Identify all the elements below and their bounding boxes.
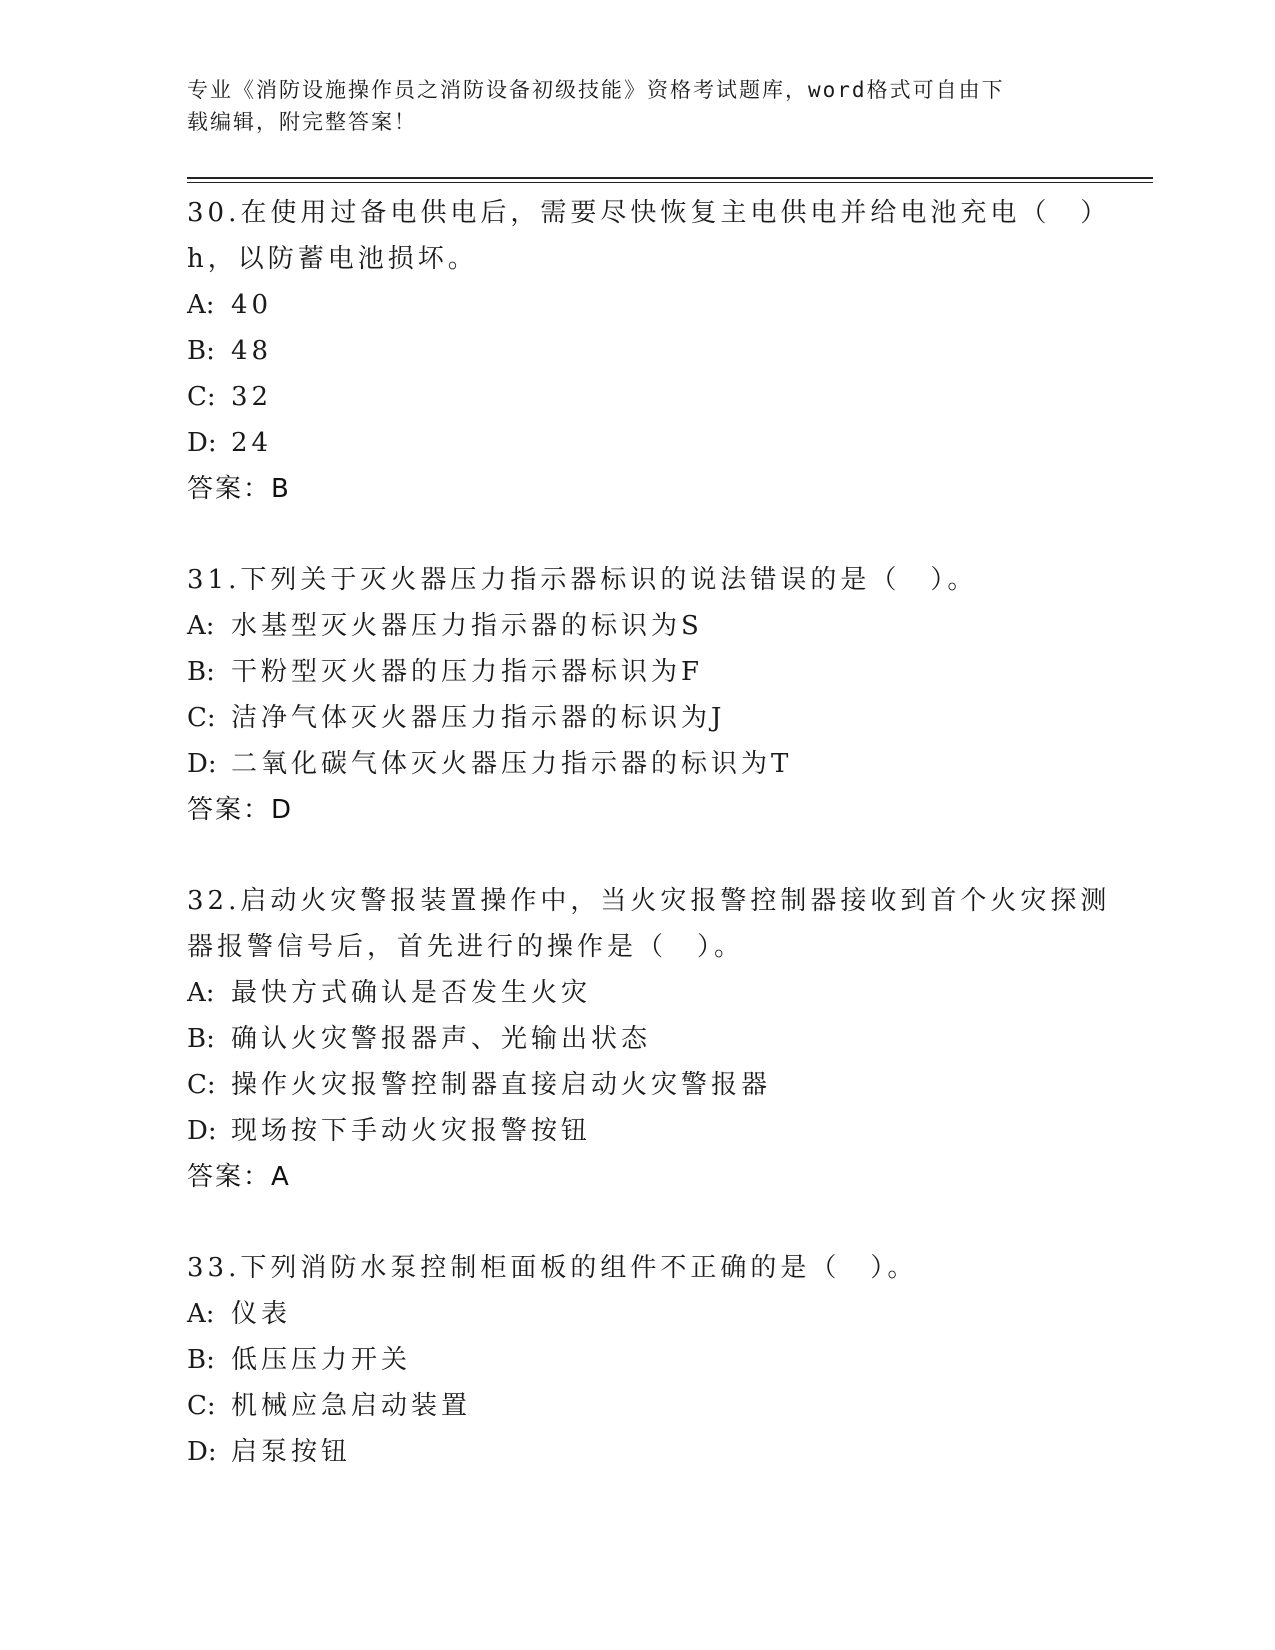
option-letter: B: bbox=[187, 1345, 215, 1375]
question-stem-line: 32.启动火灾警报装置操作中，当火灾报警控制器接收到首个火灾探测 bbox=[187, 886, 1111, 916]
option-letter: C: bbox=[187, 1391, 216, 1421]
option-d bbox=[187, 1429, 1153, 1475]
question-30 bbox=[187, 190, 1153, 512]
option-text: 操作火灾报警控制器直接启动火灾警报器 bbox=[231, 1070, 772, 1100]
option-letter: A: bbox=[187, 1299, 215, 1329]
option-text: 最快方式确认是否发生火灾 bbox=[231, 978, 592, 1008]
option-letter: C: bbox=[187, 703, 216, 733]
question-stem-line: 30.在使用过备电供电后，需要尽快恢复主电供电并给电池充电（ ） bbox=[187, 198, 1111, 228]
option-text: 24 bbox=[231, 428, 273, 458]
option-text: 32 bbox=[231, 382, 273, 412]
option-text: 启泵按钮 bbox=[231, 1437, 352, 1467]
option-letter: C: bbox=[187, 1070, 216, 1100]
option-text: 洁净气体灭火器压力指示器的标识为J bbox=[231, 703, 726, 733]
option-letter: B: bbox=[187, 1024, 215, 1054]
option-text: 二氧化碳气体灭火器压力指示器的标识为T bbox=[231, 749, 793, 779]
spacer bbox=[187, 833, 1153, 878]
option-a bbox=[187, 603, 1153, 649]
option-a bbox=[187, 1291, 1153, 1337]
question-list bbox=[187, 190, 1153, 1475]
option-letter: C: bbox=[187, 382, 216, 412]
option-text: 低压压力开关 bbox=[231, 1345, 412, 1375]
question-31 bbox=[187, 557, 1153, 833]
option-c bbox=[187, 695, 1153, 741]
option-letter: D: bbox=[187, 749, 217, 779]
option-d bbox=[187, 420, 1153, 466]
option-text: 确认火灾警报器声、光输出状态 bbox=[231, 1024, 652, 1054]
option-letter: A: bbox=[187, 611, 215, 641]
option-letter: B: bbox=[187, 336, 215, 366]
question-33 bbox=[187, 1245, 1153, 1475]
document-header bbox=[187, 74, 1087, 138]
option-a bbox=[187, 282, 1153, 328]
header-line-1: 专业《消防设施操作员之消防设备初级技能》资格考试题库，word格式可自由下 bbox=[187, 78, 1005, 102]
question-stem-line: 33.下列消防水泵控制柜面板的组件不正确的是（ ）。 bbox=[187, 1253, 918, 1283]
option-c bbox=[187, 374, 1153, 420]
option-b bbox=[187, 328, 1153, 374]
option-letter: D: bbox=[187, 428, 217, 458]
option-d bbox=[187, 1108, 1153, 1154]
question-32 bbox=[187, 878, 1153, 1200]
answer-line: 答案：D bbox=[187, 795, 294, 825]
question-stem-line: 器报警信号后，首先进行的操作是（ ）。 bbox=[187, 932, 745, 962]
option-text: 48 bbox=[231, 336, 273, 366]
option-text: 现场按下手动火灾报警按钮 bbox=[231, 1116, 592, 1146]
answer-line: 答案：B bbox=[187, 474, 291, 504]
question-stem-line: h，以防蓄电池损坏。 bbox=[187, 244, 478, 274]
option-a bbox=[187, 970, 1153, 1016]
question-stem-line: 31.下列关于灭火器压力指示器标识的说法错误的是（ ）。 bbox=[187, 565, 978, 595]
option-letter: A: bbox=[187, 978, 215, 1008]
spacer bbox=[187, 1200, 1153, 1245]
header-line-2: 载编辑，附完整答案！ bbox=[187, 110, 417, 134]
header-divider bbox=[187, 177, 1153, 179]
option-text: 干粉型灭火器的压力指示器标识为F bbox=[231, 657, 704, 687]
option-d bbox=[187, 741, 1153, 787]
option-c bbox=[187, 1383, 1153, 1429]
option-letter: D: bbox=[187, 1437, 217, 1467]
option-text: 仪表 bbox=[231, 1299, 292, 1329]
option-text: 水基型灭火器压力指示器的标识为S bbox=[231, 611, 703, 641]
header-divider-thin bbox=[187, 182, 1153, 183]
option-c bbox=[187, 1062, 1153, 1108]
option-text: 40 bbox=[231, 290, 273, 320]
option-b bbox=[187, 1337, 1153, 1383]
option-letter: B: bbox=[187, 657, 215, 687]
spacer bbox=[187, 512, 1153, 557]
option-letter: A: bbox=[187, 290, 215, 320]
option-letter: D: bbox=[187, 1116, 217, 1146]
option-b bbox=[187, 649, 1153, 695]
option-b bbox=[187, 1016, 1153, 1062]
option-text: 机械应急启动装置 bbox=[231, 1391, 472, 1421]
answer-line: 答案：A bbox=[187, 1162, 291, 1192]
